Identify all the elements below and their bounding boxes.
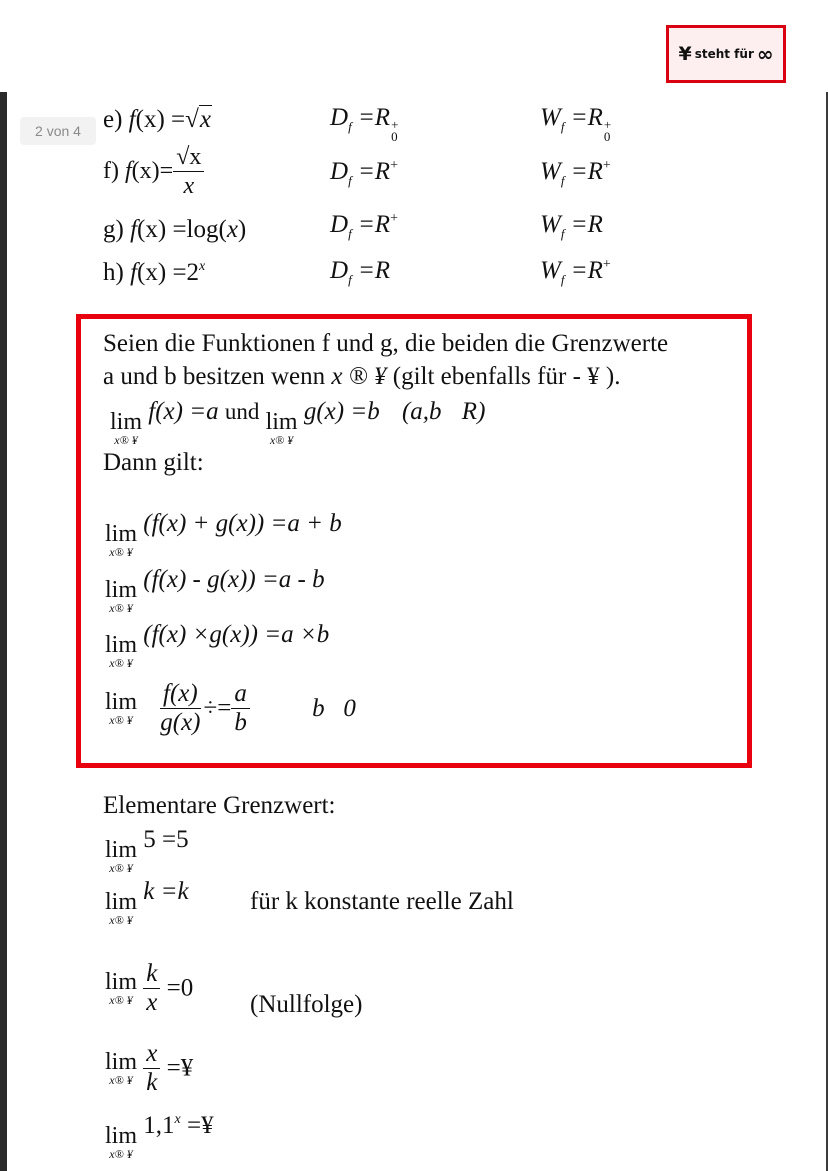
limit-op bbox=[105, 1124, 137, 1161]
lim-under: x® ¥ bbox=[109, 713, 133, 727]
limit-op bbox=[105, 522, 137, 559]
lim-word: lim bbox=[105, 632, 138, 658]
function-row-f bbox=[103, 143, 204, 200]
sqrt-sign: √ bbox=[185, 106, 199, 133]
domain-h bbox=[330, 257, 390, 288]
text-part: (gilt ebenfalls für bbox=[392, 363, 567, 390]
sqrt-fraction bbox=[173, 143, 204, 200]
infinity-icon: ∞ bbox=[756, 42, 774, 66]
range-f bbox=[540, 158, 611, 189]
lim-word: lim bbox=[105, 837, 138, 863]
range-sup: + bbox=[602, 257, 611, 272]
lim-word: lim bbox=[105, 521, 138, 547]
row-label: f) bbox=[103, 158, 119, 184]
quotient-condition: b 0 bbox=[312, 694, 356, 722]
domain-g bbox=[330, 211, 398, 242]
limit-op bbox=[105, 1050, 137, 1087]
domain-D: D bbox=[330, 211, 349, 238]
range-set: =R bbox=[570, 158, 603, 185]
row-label: e) bbox=[103, 106, 123, 133]
func-name: f bbox=[124, 158, 132, 184]
lim-under: x® ¥ bbox=[109, 861, 133, 875]
fraction-denominator: k bbox=[146, 1069, 158, 1096]
lim-under: x® ¥ bbox=[269, 433, 294, 447]
infinity-note bbox=[666, 25, 786, 83]
limit-g-value: g(x) =b bbox=[303, 398, 380, 425]
sqrt-expr bbox=[185, 106, 212, 134]
rule-difference bbox=[105, 566, 325, 615]
result-denominator: b bbox=[234, 709, 247, 736]
result-numerator: a bbox=[231, 680, 250, 709]
domain-e bbox=[330, 104, 398, 143]
func-name: f bbox=[130, 259, 138, 286]
quotient-result bbox=[231, 680, 250, 737]
quotient-fraction bbox=[157, 680, 203, 737]
real-set: R) bbox=[461, 398, 486, 425]
limit-op bbox=[105, 838, 137, 875]
lim-word: lim bbox=[110, 409, 143, 435]
domain-set: =R bbox=[357, 257, 391, 284]
x-to-infinity: x ® ¥ bbox=[331, 363, 387, 390]
domain-set: =R bbox=[357, 104, 391, 131]
exp-exponent: x bbox=[174, 1112, 181, 1127]
range-sub: f bbox=[560, 272, 565, 287]
range-e bbox=[540, 104, 611, 143]
row-label: g) bbox=[103, 216, 124, 243]
limit-op bbox=[105, 690, 137, 727]
range-W: W bbox=[540, 211, 561, 238]
quotient-denominator: g(x) bbox=[160, 709, 201, 736]
range-sub2: 0 bbox=[603, 129, 611, 144]
range-scripts bbox=[604, 119, 611, 143]
limit-op bbox=[105, 633, 137, 670]
text-part: a und b besitzen wenn bbox=[103, 363, 326, 390]
domain-D: D bbox=[330, 158, 349, 185]
log-expr: =log( bbox=[172, 216, 227, 243]
limit-f bbox=[110, 410, 142, 447]
range-sub: f bbox=[560, 173, 565, 188]
elementary-exponential bbox=[105, 1112, 214, 1161]
domain-set: =R bbox=[357, 158, 391, 185]
limit-g bbox=[266, 410, 298, 447]
domain-sup: + bbox=[390, 158, 398, 173]
lim-word: lim bbox=[105, 577, 138, 603]
equals: = bbox=[171, 106, 186, 133]
range-W: W bbox=[540, 257, 561, 284]
lim-under: x® ¥ bbox=[109, 1147, 133, 1161]
lim-under: x® ¥ bbox=[109, 913, 133, 927]
minus-infinity: - ¥ bbox=[572, 363, 600, 390]
lim-word: lim bbox=[265, 409, 298, 435]
rule-quotient bbox=[105, 680, 356, 737]
quotient-equals: ÷= bbox=[203, 694, 232, 722]
range-set: =R bbox=[570, 257, 603, 284]
lim-under: x® ¥ bbox=[109, 545, 133, 559]
power-base: =2 bbox=[172, 259, 200, 286]
domain-sub: f bbox=[348, 272, 352, 287]
theorem-line-2 bbox=[103, 363, 620, 391]
rule-product bbox=[105, 621, 329, 670]
left-dark-edge bbox=[0, 92, 7, 1171]
elementary-constant-k bbox=[105, 878, 189, 927]
limit-op bbox=[105, 970, 137, 1007]
elementary-expr: k =k bbox=[143, 878, 189, 905]
elementary-expr: 5 =5 bbox=[143, 826, 189, 853]
theorem-line-1: Seien die Funktionen f und g, die beiden die Grenzwerte bbox=[103, 330, 669, 357]
limit-op bbox=[105, 890, 137, 927]
domain-f bbox=[330, 158, 398, 189]
radicand: x bbox=[199, 106, 211, 133]
range-sup: + bbox=[602, 158, 611, 173]
function-row-e bbox=[103, 106, 212, 134]
lim-under: x® ¥ bbox=[109, 656, 133, 670]
domain-D: D bbox=[330, 104, 349, 131]
yen-symbol: ¥ bbox=[678, 43, 692, 65]
lim-under: x® ¥ bbox=[114, 433, 138, 447]
equals: = bbox=[159, 158, 174, 184]
func-arg: (x) bbox=[131, 158, 160, 184]
domain-sub: f bbox=[348, 226, 352, 241]
power-exponent: x bbox=[199, 259, 206, 274]
fraction-denominator: x bbox=[183, 173, 195, 199]
function-row-g bbox=[103, 216, 246, 244]
function-row-h bbox=[103, 259, 205, 287]
elementary-null-sequence bbox=[105, 960, 193, 1017]
lim-word: lim bbox=[105, 689, 138, 715]
elementary-divergent bbox=[105, 1040, 193, 1097]
range-sub: f bbox=[560, 226, 565, 241]
domain-sup: + bbox=[391, 117, 399, 132]
rule-sum bbox=[105, 510, 342, 559]
fraction-numerator: x bbox=[143, 1040, 160, 1069]
text-part: ). bbox=[605, 363, 621, 390]
constant-note: für k konstante reelle Zahl bbox=[250, 888, 514, 915]
limit-f-value: f(x) =a bbox=[148, 398, 219, 425]
domain-sub: f bbox=[348, 119, 352, 134]
range-W: W bbox=[540, 104, 561, 131]
range-h bbox=[540, 257, 611, 288]
range-g bbox=[540, 211, 603, 242]
func-arg: (x) bbox=[137, 216, 167, 243]
rule-product-expr: (f(x) ×g(x)) =a ×b bbox=[143, 621, 330, 648]
domain-scripts bbox=[391, 119, 398, 143]
fraction-numerator: √x bbox=[173, 143, 204, 172]
elementary-title: Elementare Grenzwert: bbox=[103, 792, 336, 819]
lim-word: lim bbox=[105, 1049, 138, 1075]
row-label: h) bbox=[103, 259, 124, 286]
domain-set: =R bbox=[357, 211, 391, 238]
lim-word: lim bbox=[105, 889, 138, 915]
range-sub: f bbox=[560, 119, 565, 134]
fraction bbox=[143, 960, 160, 1017]
note-text: steht für bbox=[694, 47, 754, 61]
lim-word: lim bbox=[105, 1123, 138, 1149]
lim-under: x® ¥ bbox=[109, 601, 133, 615]
und-word: und bbox=[224, 399, 260, 424]
log-close: ) bbox=[237, 216, 247, 243]
fraction-denominator: x bbox=[146, 989, 158, 1016]
lim-word: lim bbox=[105, 969, 138, 995]
limit-definition bbox=[110, 398, 485, 447]
range-set: =R bbox=[570, 104, 603, 131]
exp-base: 1,1 bbox=[143, 1112, 175, 1139]
domain-sup: + bbox=[390, 211, 398, 226]
elementary-constant-5 bbox=[105, 826, 189, 875]
equals-zero: =0 bbox=[166, 974, 194, 1002]
func-arg: (x) bbox=[137, 259, 167, 286]
log-arg: x bbox=[226, 216, 238, 243]
rule-difference-expr: (f(x) - g(x)) =a - b bbox=[143, 566, 325, 593]
quotient-numerator: f(x) bbox=[160, 680, 201, 709]
domain-D: D bbox=[330, 257, 349, 284]
fraction-numerator: k bbox=[143, 960, 160, 989]
lim-under: x® ¥ bbox=[109, 1073, 133, 1087]
domain-sub2: 0 bbox=[391, 129, 398, 144]
page-indicator: 2 von 4 bbox=[20, 117, 96, 145]
lim-under: x® ¥ bbox=[109, 993, 133, 1007]
range-set: =R bbox=[570, 211, 603, 238]
null-sequence-note: (Nullfolge) bbox=[250, 991, 363, 1018]
func-name: f bbox=[130, 216, 138, 243]
rule-sum-expr: (f(x) + g(x)) =a + b bbox=[143, 510, 342, 537]
dann-gilt: Dann gilt: bbox=[103, 449, 204, 476]
range-sup: + bbox=[603, 117, 612, 132]
domain-sub: f bbox=[348, 173, 352, 188]
func-arg: (x) bbox=[135, 106, 165, 133]
fraction bbox=[143, 1040, 160, 1097]
range-W: W bbox=[540, 158, 561, 185]
ab-set: (a,b bbox=[401, 398, 442, 425]
limit-op bbox=[105, 578, 137, 615]
equals-infinity: =¥ bbox=[186, 1112, 214, 1139]
func-name: f bbox=[128, 106, 136, 133]
equals-infinity: =¥ bbox=[166, 1054, 194, 1082]
